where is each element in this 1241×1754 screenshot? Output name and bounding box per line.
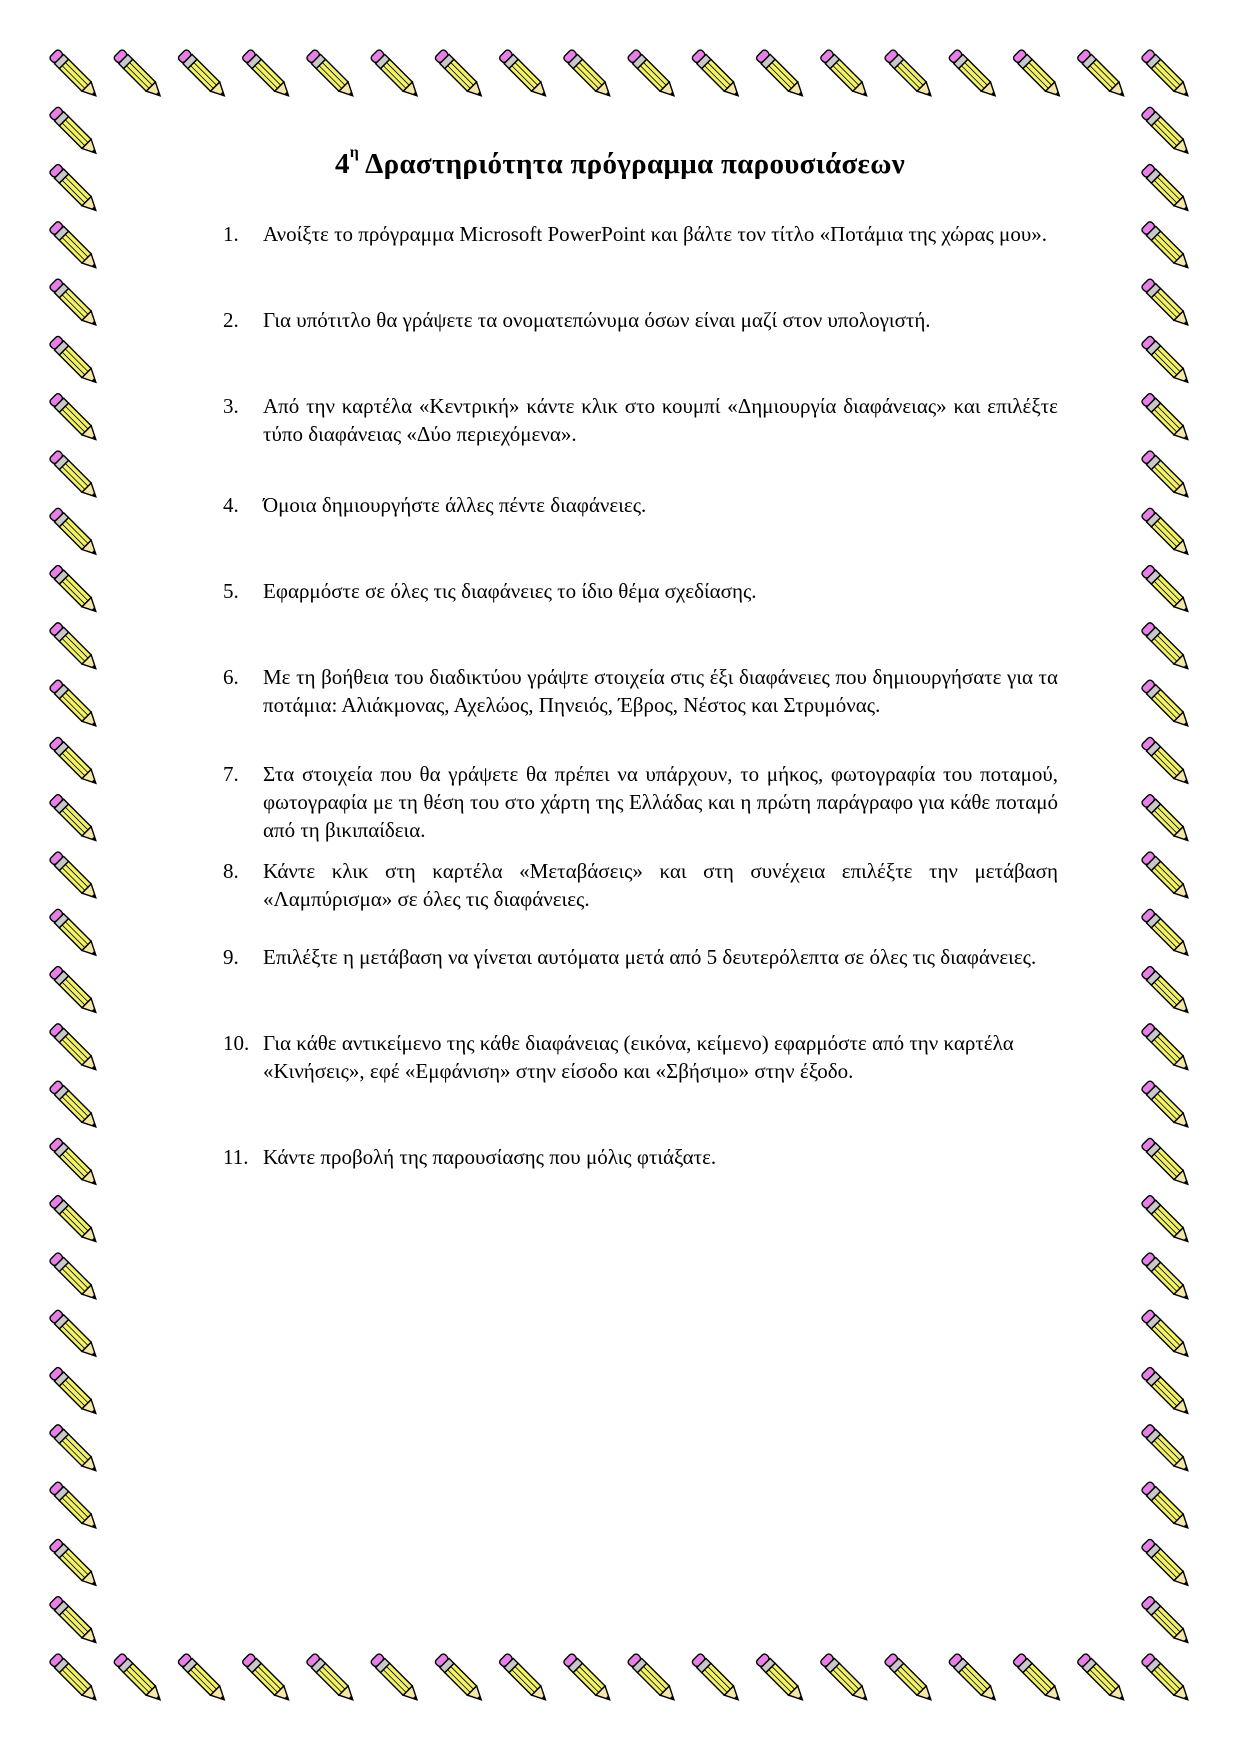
pencil-icon (49, 1538, 101, 1590)
pencil-icon (755, 1653, 807, 1705)
list-item (223, 577, 1058, 605)
pencil-icon (1141, 1080, 1193, 1132)
list-item (223, 306, 1058, 334)
step-text: Στα στοιχεία που θα γράψετε θα πρέπει να υπάρχουν, το μήκος, φωτογραφία του ποταμού, φωτογραφία με τη θέση του στο χάρτη της Ελλάδας και η πρώτη παράγραφο για κάθε ποταμό από τη βικιπαίδεια. (263, 762, 1058, 842)
pencil-icon (1141, 450, 1193, 502)
title-text: Δραστηριότητα πρόγραμμα παρουσιάσεων (365, 148, 905, 180)
page-title (200, 144, 1040, 181)
step-number: 9. (223, 945, 239, 969)
pencil-icon (1141, 564, 1193, 616)
pencil-icon (49, 851, 101, 903)
step-number: 7. (223, 762, 239, 786)
pencil-icon (49, 1595, 101, 1647)
pencil-icon (49, 278, 101, 330)
title-superscript: η (349, 144, 360, 161)
list-item (223, 392, 1058, 448)
pencil-icon (434, 49, 486, 101)
pencil-icon (1141, 851, 1193, 903)
pencil-icon (113, 49, 165, 101)
pencil-icon (370, 1653, 422, 1705)
pencil-icon (1141, 392, 1193, 444)
pencil-icon (884, 1653, 936, 1705)
pencil-icon (1141, 507, 1193, 559)
pencil-icon (1141, 736, 1193, 788)
pencil-icon (1141, 106, 1193, 158)
pencil-icon (1141, 1023, 1193, 1075)
pencil-icon (498, 49, 550, 101)
list-item (223, 663, 1058, 719)
step-number: 2. (223, 308, 239, 332)
step-text: Με τη βοήθεια του διαδικτύου γράψτε στοιχεία στις έξι διαφάνειες που δημιουργήσατε για τα ποτάμια: Αλιάκμονας, Αχελώος, Πηνειός, Έβρος, Νέστος και Στρυμόνας. (263, 665, 1058, 717)
pencil-icon (563, 1653, 615, 1705)
pencil-icon (1141, 1481, 1193, 1533)
pencil-icon (1141, 1653, 1193, 1705)
list-item (223, 943, 1058, 971)
pencil-icon (434, 1653, 486, 1705)
list-item (223, 760, 1058, 844)
pencil-icon (370, 49, 422, 101)
step-text: Από την καρτέλα «Κεντρική» κάντε κλικ στο κουμπί «Δημιουργία διαφάνειας» και επιλέξτε τύπο διαφάνειας «Δύο περιεχόμενα». (263, 394, 1058, 446)
step-number: 4. (223, 493, 239, 517)
pencil-icon (691, 49, 743, 101)
pencil-icon (49, 49, 101, 101)
pencil-icon (1141, 679, 1193, 731)
pencil-icon (49, 1653, 101, 1705)
list-item (223, 857, 1058, 913)
pencil-icon (49, 221, 101, 273)
pencil-icon (691, 1653, 743, 1705)
pencil-icon (241, 49, 293, 101)
pencil-icon (49, 793, 101, 845)
pencil-icon (1141, 1366, 1193, 1418)
pencil-icon (49, 1366, 101, 1418)
pencil-icon (49, 507, 101, 559)
pencil-icon (1141, 1194, 1193, 1246)
pencil-icon (49, 679, 101, 731)
pencil-icon (306, 49, 358, 101)
step-text: Για κάθε αντικείμενο της κάθε διαφάνειας (εικόνα, κείμενο) εφαρμόστε από την καρτέλα «Κινήσεις», εφέ «Εμφάνιση» στην είσοδο και «Σβήσιμο» στην έξοδο. (263, 1031, 1014, 1083)
pencil-icon (49, 1137, 101, 1189)
pencil-icon (177, 1653, 229, 1705)
title-number: 4 (334, 148, 350, 180)
pencil-icon (49, 1194, 101, 1246)
pencil-icon (820, 1653, 872, 1705)
pencil-icon (49, 736, 101, 788)
step-number: 1. (223, 222, 239, 246)
pencil-icon (241, 1653, 293, 1705)
list-item (223, 220, 1058, 248)
pencil-icon (627, 49, 679, 101)
step-number: 11. (223, 1145, 249, 1169)
pencil-icon (1012, 49, 1064, 101)
pencil-icon (306, 1653, 358, 1705)
list-item (223, 1029, 1058, 1085)
pencil-icon (49, 1080, 101, 1132)
pencil-icon (49, 450, 101, 502)
pencil-icon (1077, 49, 1129, 101)
pencil-icon (1077, 1653, 1129, 1705)
step-number: 5. (223, 579, 239, 603)
pencil-icon (755, 49, 807, 101)
pencil-icon (49, 1252, 101, 1304)
pencil-icon (1141, 965, 1193, 1017)
pencil-icon (563, 49, 615, 101)
pencil-icon (1141, 622, 1193, 674)
pencil-icon (820, 49, 872, 101)
pencil-icon (49, 1023, 101, 1075)
pencil-icon (627, 1653, 679, 1705)
list-item (223, 1143, 1058, 1171)
pencil-icon (49, 392, 101, 444)
pencil-icon (1141, 1252, 1193, 1304)
step-text: Επιλέξτε η μετάβαση να γίνεται αυτόματα μετά από 5 δευτερόλεπτα σε όλες τις διαφάνειες. (263, 945, 1037, 969)
step-number: 6. (223, 665, 239, 689)
pencil-icon (948, 49, 1000, 101)
step-text: Κάντε κλικ στη καρτέλα «Μεταβάσεις» και στη συνέχεια επιλέξτε την μετάβαση «Λαμπύρισμα» σε όλες τις διαφάνειες. (263, 859, 1058, 911)
pencil-icon (1012, 1653, 1064, 1705)
step-text: Εφαρμόστε σε όλες τις διαφάνειες το ίδιο θέμα σχεδίασης. (263, 579, 757, 603)
pencil-icon (1141, 793, 1193, 845)
pencil-icon (948, 1653, 1000, 1705)
pencil-icon (49, 622, 101, 674)
pencil-icon (49, 1424, 101, 1476)
step-text: Για υπότιτλο θα γράψετε τα ονοματεπώνυμα όσων είναι μαζί στον υπολογιστή. (263, 308, 931, 332)
pencil-icon (177, 49, 229, 101)
pencil-icon (113, 1653, 165, 1705)
pencil-icon (49, 163, 101, 215)
pencil-icon (1141, 221, 1193, 273)
pencil-icon (49, 564, 101, 616)
pencil-icon (884, 49, 936, 101)
pencil-icon (1141, 163, 1193, 215)
pencil-icon (49, 1309, 101, 1361)
pencil-icon (49, 106, 101, 158)
list-item (223, 491, 1058, 519)
step-text: Όμοια δημιουργήστε άλλες πέντε διαφάνειες. (263, 493, 647, 517)
pencil-icon (49, 1481, 101, 1533)
pencil-icon (1141, 1137, 1193, 1189)
step-number: 8. (223, 859, 239, 883)
pencil-icon (49, 965, 101, 1017)
pencil-icon (1141, 49, 1193, 101)
step-text: Ανοίξτε το πρόγραμμα Microsoft PowerPoint και βάλτε τον τίτλο «Ποτάμια της χώρας μου». (263, 222, 1047, 246)
pencil-icon (1141, 1538, 1193, 1590)
pencil-icon (49, 335, 101, 387)
pencil-icon (1141, 335, 1193, 387)
pencil-icon (1141, 1424, 1193, 1476)
pencil-icon (49, 908, 101, 960)
step-number: 10. (223, 1031, 250, 1055)
pencil-icon (1141, 1309, 1193, 1361)
step-text: Κάντε προβολή της παρουσίασης που μόλις φτιάξατε. (263, 1145, 717, 1169)
step-number: 3. (223, 394, 239, 418)
pencil-icon (498, 1653, 550, 1705)
pencil-icon (1141, 908, 1193, 960)
pencil-icon (1141, 278, 1193, 330)
pencil-icon (1141, 1595, 1193, 1647)
